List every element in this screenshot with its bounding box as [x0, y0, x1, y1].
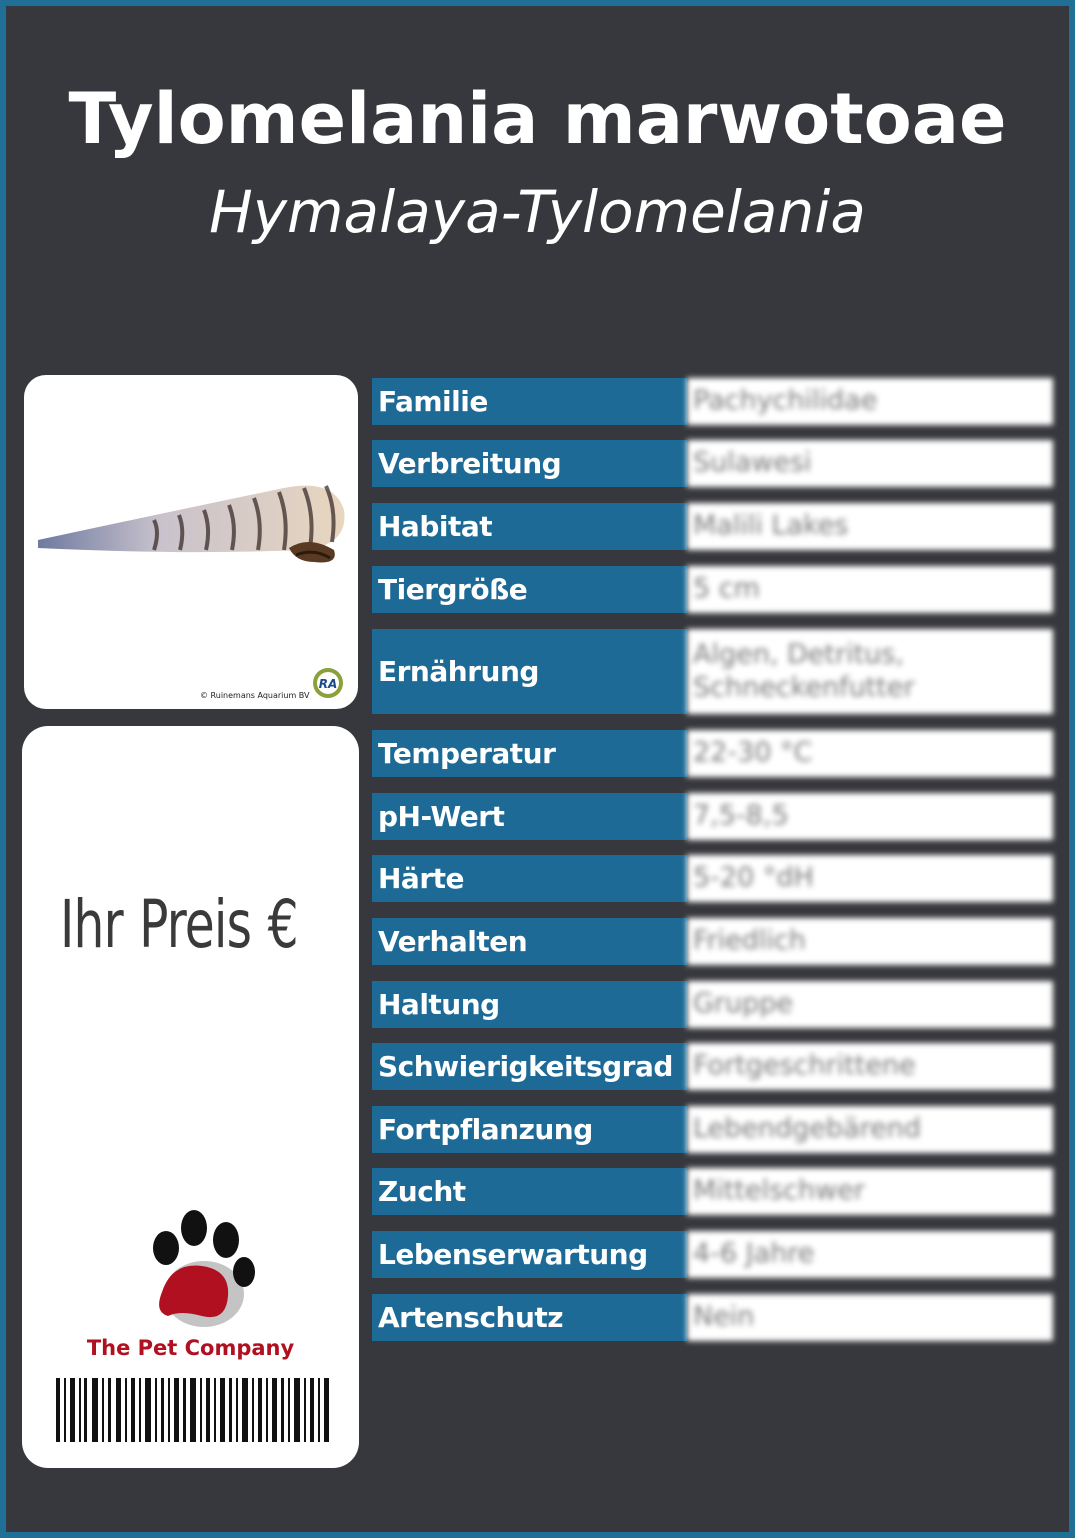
table-row	[372, 1231, 1053, 1278]
row-label: Fortpflanzung	[372, 1106, 687, 1153]
row-label: Haltung	[372, 981, 687, 1028]
table-row	[372, 1168, 1053, 1215]
barcode-icon	[56, 1378, 332, 1442]
row-label: Ernährung	[372, 629, 687, 714]
row-value: Fortgeschrittene	[687, 1043, 1053, 1090]
row-value: 7,5-8,5	[687, 793, 1053, 840]
row-label: Tiergröße	[372, 566, 687, 613]
row-value: 5 cm	[687, 566, 1053, 613]
row-value: Sulawesi	[687, 440, 1053, 487]
row-value: 4-6 Jahre	[687, 1231, 1053, 1278]
page-title: Tylomelania marwotoae	[68, 78, 1007, 160]
table-row	[372, 503, 1053, 550]
snail-image	[34, 470, 354, 580]
company-name: The Pet Company	[86, 1336, 295, 1360]
price-label	[60, 886, 298, 963]
row-label: Familie	[372, 378, 687, 425]
row-value: Mittelschwer	[687, 1168, 1053, 1215]
row-label: Härte	[372, 855, 687, 902]
table-row	[372, 918, 1053, 965]
row-label: Temperatur	[372, 730, 687, 777]
table-row	[372, 1106, 1053, 1153]
table-row	[372, 440, 1053, 487]
currency-symbol: €	[267, 886, 298, 963]
photo-copyright: © Ruinemans Aquarium BV	[200, 691, 310, 700]
row-value: Lebendgebärend	[687, 1106, 1053, 1153]
svg-text:RA: RA	[318, 677, 338, 691]
animal-photo-box	[24, 375, 358, 709]
table-row	[372, 629, 1053, 714]
row-label: Schwierigkeitsgrad	[372, 1043, 687, 1090]
table-row	[372, 793, 1053, 840]
row-label: Artenschutz	[372, 1294, 687, 1341]
row-value: Algen, Detritus, Schneckenfutter	[687, 629, 1053, 714]
ra-logo-icon	[312, 667, 344, 703]
row-value: Gruppe	[687, 981, 1053, 1028]
table-row	[372, 855, 1053, 902]
row-label: pH-Wert	[372, 793, 687, 840]
row-value: 5-20 °dH	[687, 855, 1053, 902]
row-value: Nein	[687, 1294, 1053, 1341]
row-value: 22-30 °C	[687, 730, 1053, 777]
price-box	[22, 726, 359, 1468]
row-label: Lebenserwartung	[372, 1231, 687, 1278]
row-value: Pachychilidae	[687, 378, 1053, 425]
price-word-2: Preis	[139, 886, 252, 963]
table-row	[372, 378, 1053, 425]
paw-logo-icon	[132, 1204, 262, 1334]
row-label: Zucht	[372, 1168, 687, 1215]
info-card	[6, 6, 1069, 1532]
table-row	[372, 566, 1053, 613]
row-label: Verhalten	[372, 918, 687, 965]
table-row	[372, 1043, 1053, 1090]
row-label: Verbreitung	[372, 440, 687, 487]
row-label: Habitat	[372, 503, 687, 550]
table-row	[372, 730, 1053, 777]
page-subtitle: Hymalaya-Tylomelania	[209, 178, 866, 246]
table-row	[372, 981, 1053, 1028]
table-row	[372, 1294, 1053, 1341]
row-value: Malili Lakes	[687, 503, 1053, 550]
row-value: Friedlich	[687, 918, 1053, 965]
price-word-1: Ihr	[60, 886, 123, 963]
